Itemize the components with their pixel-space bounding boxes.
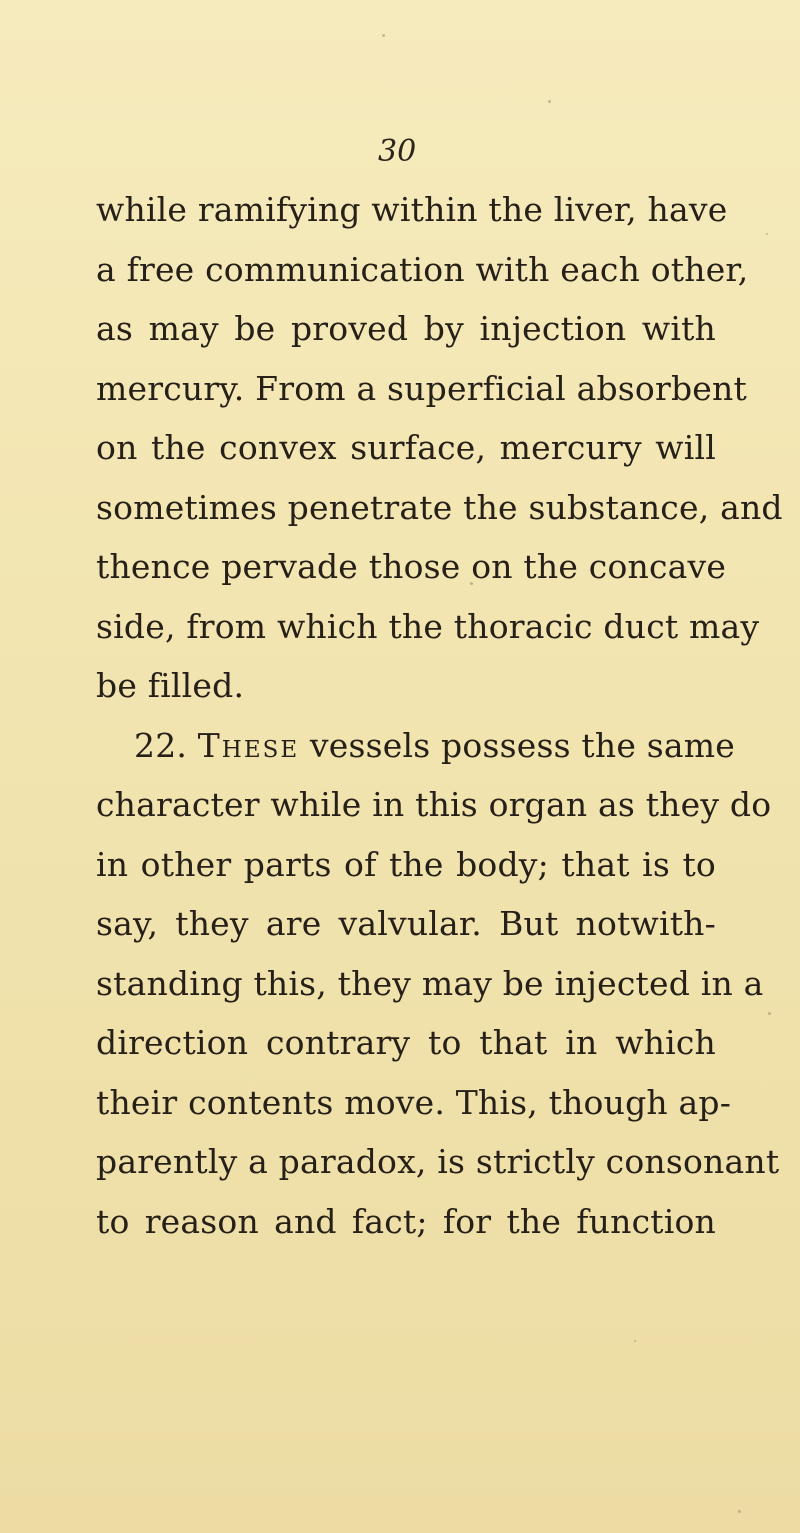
paragraph-1 — [96, 180, 783, 716]
text-line: parently a paradox, is strictly consonant — [96, 1142, 780, 1181]
paper-speck — [766, 233, 768, 235]
text-line: character while in this organ as they do — [96, 785, 772, 824]
lead-word: These — [197, 725, 300, 765]
text-line: side, from which the thoracic duct may — [96, 606, 760, 646]
paragraph-opening-line — [96, 716, 735, 776]
paper-speck — [634, 1340, 636, 1342]
text-line: on the convex surface, mercury will — [96, 428, 716, 467]
paper-speck — [470, 582, 473, 585]
paper-speck — [548, 100, 551, 103]
text-line: a free communication with each other, — [96, 249, 749, 289]
page-number: 30 — [378, 134, 417, 169]
text-line: say, they are valvular. But notwith- — [96, 904, 716, 943]
paper-speck — [382, 34, 385, 37]
text-line: to reason and fact; for the function — [96, 1201, 716, 1241]
text-line: in other parts of the body; that is to — [96, 844, 716, 884]
text-line: as may be proved by injection with — [96, 309, 716, 348]
section-number: 22. — [134, 725, 188, 765]
text-line: direction contrary to that in which — [96, 1023, 716, 1062]
text-line: thence pervade those on the concave — [96, 547, 727, 586]
text-line: be filled. — [96, 666, 245, 705]
text-line: their contents move. This, though ap- — [96, 1082, 732, 1122]
opening-line-text: vessels possess the same — [309, 725, 735, 765]
body-text — [96, 180, 783, 1251]
paragraph-2 — [96, 716, 780, 1252]
text-line: sometimes penetrate the substance, and — [96, 487, 783, 527]
text-line: mercury. From a superficial absorbent — [96, 368, 747, 408]
paper-speck — [738, 1510, 741, 1513]
paper-speck — [768, 1012, 771, 1015]
text-line: standing this, they may be injected in a — [96, 963, 764, 1003]
text-line: while ramifying within the liver, have — [96, 190, 728, 229]
